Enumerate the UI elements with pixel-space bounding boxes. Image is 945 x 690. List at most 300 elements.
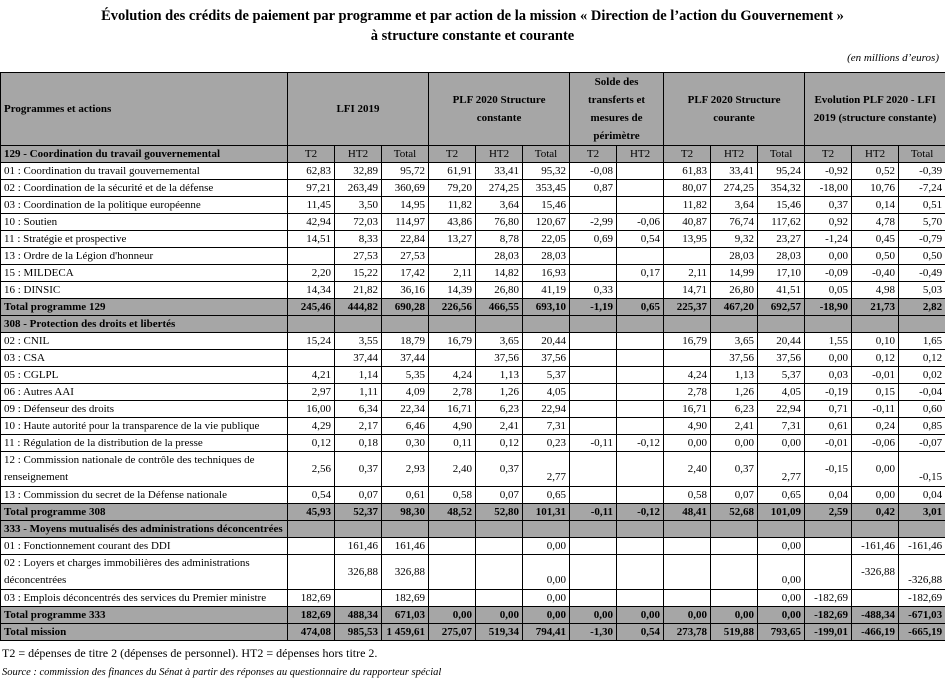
row-label: 333 - Moyens mutualisés des administrations déconcentrées xyxy=(1,521,288,538)
value-cell: 4,24 xyxy=(664,367,711,384)
row-label: 13 : Ordre de la Légion d'honneur xyxy=(1,248,288,265)
value-cell: 0,61 xyxy=(805,418,852,435)
value-cell: 27,53 xyxy=(335,248,382,265)
value-cell: 5,03 xyxy=(899,282,945,299)
value-cell xyxy=(852,590,899,607)
value-cell: -0,49 xyxy=(899,265,945,282)
value-cell: 95,72 xyxy=(382,163,429,180)
value-cell: 4,90 xyxy=(664,418,711,435)
value-cell: 0,24 xyxy=(852,418,899,435)
value-cell: 11,82 xyxy=(429,197,476,214)
value-cell: 0,00 xyxy=(711,435,758,452)
empty-cell xyxy=(570,521,617,538)
subheader-cell: Total xyxy=(758,146,805,163)
value-cell: -0,01 xyxy=(805,435,852,452)
value-cell xyxy=(476,538,523,555)
header-group: Evolution PLF 2020 - LFI 2019 (structure constante) xyxy=(805,73,945,146)
table-row xyxy=(1,333,945,350)
subheader-cell: HT2 xyxy=(335,146,382,163)
value-cell: 1,11 xyxy=(335,384,382,401)
value-cell: 1,65 xyxy=(899,333,945,350)
header-row xyxy=(1,73,945,146)
value-cell: 1,26 xyxy=(711,384,758,401)
header-group: LFI 2019 xyxy=(288,73,429,146)
value-cell: 16,93 xyxy=(523,265,570,282)
row-label: 09 : Défenseur des droits xyxy=(1,401,288,418)
value-cell xyxy=(570,384,617,401)
row-label: 13 : Commission du secret de la Défense nationale xyxy=(1,487,288,504)
value-cell: 76,80 xyxy=(476,214,523,231)
value-cell xyxy=(570,350,617,367)
value-cell: 0,87 xyxy=(570,180,617,197)
value-cell: -0,11 xyxy=(570,504,617,521)
value-cell: 161,46 xyxy=(382,538,429,555)
empty-cell xyxy=(382,521,429,538)
value-cell: 37,56 xyxy=(476,350,523,367)
value-cell xyxy=(570,538,617,555)
value-cell: 326,88 xyxy=(382,555,429,590)
value-cell: 0,85 xyxy=(899,418,945,435)
value-cell: -182,69 xyxy=(899,590,945,607)
table-row xyxy=(1,282,945,299)
value-cell: 14,71 xyxy=(664,282,711,299)
row-label: Total programme 308 xyxy=(1,504,288,521)
section-row xyxy=(1,521,945,538)
subheader-cell: HT2 xyxy=(711,146,758,163)
source-note: Source : commission des finances du Sénat à partir des réponses au questionnaire du rapporteur spécial xyxy=(2,667,441,678)
value-cell: -0,15 xyxy=(805,452,852,487)
value-cell: -1,24 xyxy=(805,231,852,248)
value-cell: 671,03 xyxy=(382,607,429,624)
value-cell: 7,31 xyxy=(758,418,805,435)
table-row xyxy=(1,590,945,607)
value-cell: 20,44 xyxy=(758,333,805,350)
value-cell: 0,00 xyxy=(758,590,805,607)
value-cell xyxy=(664,248,711,265)
value-cell: 0,37 xyxy=(805,197,852,214)
value-cell: 0,00 xyxy=(523,590,570,607)
value-cell xyxy=(429,590,476,607)
value-cell: 4,98 xyxy=(852,282,899,299)
value-cell xyxy=(617,282,664,299)
value-cell: -0,06 xyxy=(617,214,664,231)
value-cell: 37,44 xyxy=(335,350,382,367)
value-cell: 8,33 xyxy=(335,231,382,248)
value-cell: 0,37 xyxy=(711,452,758,487)
value-cell: -0,11 xyxy=(852,401,899,418)
value-cell: 0,12 xyxy=(476,435,523,452)
value-cell: 693,10 xyxy=(523,299,570,316)
value-cell: 95,32 xyxy=(523,163,570,180)
value-cell: 11,82 xyxy=(664,197,711,214)
value-cell: 117,62 xyxy=(758,214,805,231)
value-cell: -0,19 xyxy=(805,384,852,401)
empty-cell xyxy=(805,316,852,333)
value-cell: 22,05 xyxy=(523,231,570,248)
value-cell: 0,15 xyxy=(852,384,899,401)
value-cell xyxy=(664,555,711,590)
value-cell: 1 459,61 xyxy=(382,624,429,641)
value-cell: 519,88 xyxy=(711,624,758,641)
value-cell xyxy=(335,590,382,607)
value-cell xyxy=(617,384,664,401)
credits-table xyxy=(0,72,945,641)
subheader-cell: T2 xyxy=(288,146,335,163)
value-cell: 3,64 xyxy=(476,197,523,214)
value-cell xyxy=(617,555,664,590)
value-cell: 97,21 xyxy=(288,180,335,197)
value-cell: 2,40 xyxy=(429,452,476,487)
value-cell: 22,94 xyxy=(523,401,570,418)
value-cell: -161,46 xyxy=(852,538,899,555)
subheader-cell: T2 xyxy=(429,146,476,163)
total-row xyxy=(1,504,945,521)
value-cell xyxy=(570,555,617,590)
value-cell: 37,44 xyxy=(382,350,429,367)
value-cell: 467,20 xyxy=(711,299,758,316)
value-cell: 4,78 xyxy=(852,214,899,231)
value-cell: 72,03 xyxy=(335,214,382,231)
subheader-cell: Total xyxy=(899,146,945,163)
value-cell: 182,69 xyxy=(288,590,335,607)
value-cell: 0,00 xyxy=(617,607,664,624)
total-row xyxy=(1,624,945,641)
value-cell: 26,80 xyxy=(711,282,758,299)
value-cell: -2,99 xyxy=(570,214,617,231)
value-cell: 0,50 xyxy=(899,248,945,265)
value-cell: 182,69 xyxy=(382,590,429,607)
value-cell: 2,78 xyxy=(429,384,476,401)
value-cell xyxy=(711,538,758,555)
value-cell xyxy=(711,555,758,590)
table-row xyxy=(1,214,945,231)
value-cell: 5,37 xyxy=(523,367,570,384)
table-row xyxy=(1,555,945,590)
row-label: 02 : Coordination de la sécurité et de la défense xyxy=(1,180,288,197)
value-cell: 14,95 xyxy=(382,197,429,214)
empty-cell xyxy=(570,316,617,333)
value-cell: 6,46 xyxy=(382,418,429,435)
value-cell: 360,69 xyxy=(382,180,429,197)
value-cell: 794,41 xyxy=(523,624,570,641)
table-row xyxy=(1,538,945,555)
section-row xyxy=(1,146,945,163)
value-cell: 2,93 xyxy=(382,452,429,487)
empty-cell xyxy=(899,521,945,538)
value-cell: 488,34 xyxy=(335,607,382,624)
row-label: 10 : Soutien xyxy=(1,214,288,231)
unit-note: (en millions d’euros) xyxy=(847,52,939,64)
value-cell: 0,54 xyxy=(288,487,335,504)
empty-cell xyxy=(382,316,429,333)
value-cell xyxy=(617,163,664,180)
value-cell: 22,94 xyxy=(758,401,805,418)
value-cell: 2,40 xyxy=(664,452,711,487)
value-cell: 52,68 xyxy=(711,504,758,521)
value-cell: 0,51 xyxy=(899,197,945,214)
empty-cell xyxy=(288,521,335,538)
value-cell: -7,24 xyxy=(899,180,945,197)
value-cell: 33,41 xyxy=(476,163,523,180)
value-cell: 0,37 xyxy=(335,452,382,487)
empty-cell xyxy=(429,316,476,333)
value-cell: 3,65 xyxy=(711,333,758,350)
row-label: 01 : Coordination du travail gouvernemental xyxy=(1,163,288,180)
value-cell: 114,97 xyxy=(382,214,429,231)
empty-cell xyxy=(335,521,382,538)
value-cell xyxy=(570,401,617,418)
value-cell: 3,65 xyxy=(476,333,523,350)
value-cell xyxy=(570,248,617,265)
value-cell: 41,19 xyxy=(523,282,570,299)
value-cell: 61,91 xyxy=(429,163,476,180)
value-cell: 2,77 xyxy=(523,452,570,487)
row-label: 02 : CNIL xyxy=(1,333,288,350)
subheader-cell: T2 xyxy=(664,146,711,163)
value-cell: 226,56 xyxy=(429,299,476,316)
value-cell: 0,54 xyxy=(617,624,664,641)
value-cell: 1,13 xyxy=(711,367,758,384)
value-cell: 0,00 xyxy=(852,452,899,487)
row-label: 03 : Coordination de la politique européenne xyxy=(1,197,288,214)
table-row xyxy=(1,401,945,418)
value-cell: 98,30 xyxy=(382,504,429,521)
value-cell: -0,92 xyxy=(805,163,852,180)
value-cell: 0,61 xyxy=(382,487,429,504)
value-cell: 36,16 xyxy=(382,282,429,299)
row-label: 129 - Coordination du travail gouvernemental xyxy=(1,146,288,163)
value-cell xyxy=(664,590,711,607)
value-cell: 0,04 xyxy=(899,487,945,504)
value-cell: 985,53 xyxy=(335,624,382,641)
table-row xyxy=(1,265,945,282)
value-cell: 0,30 xyxy=(382,435,429,452)
value-cell: -0,08 xyxy=(570,163,617,180)
value-cell xyxy=(429,248,476,265)
value-cell: 14,39 xyxy=(429,282,476,299)
value-cell: 15,22 xyxy=(335,265,382,282)
value-cell: 0,23 xyxy=(523,435,570,452)
value-cell: 11,45 xyxy=(288,197,335,214)
value-cell: 245,46 xyxy=(288,299,335,316)
empty-cell xyxy=(899,316,945,333)
table-row xyxy=(1,180,945,197)
value-cell: 0,33 xyxy=(570,282,617,299)
value-cell: 0,14 xyxy=(852,197,899,214)
value-cell: 52,37 xyxy=(335,504,382,521)
value-cell: 14,51 xyxy=(288,231,335,248)
subheader-cell: HT2 xyxy=(617,146,664,163)
value-cell: 466,55 xyxy=(476,299,523,316)
value-cell: 37,56 xyxy=(523,350,570,367)
value-cell: 20,44 xyxy=(523,333,570,350)
value-cell: 16,00 xyxy=(288,401,335,418)
footnote: T2 = dépenses de titre 2 (dépenses de personnel). HT2 = dépenses hors titre 2. xyxy=(2,646,377,661)
value-cell: 27,53 xyxy=(382,248,429,265)
value-cell: 62,83 xyxy=(288,163,335,180)
value-cell xyxy=(429,555,476,590)
value-cell xyxy=(429,538,476,555)
value-cell: 444,82 xyxy=(335,299,382,316)
value-cell: -665,19 xyxy=(899,624,945,641)
value-cell: 40,87 xyxy=(664,214,711,231)
value-cell: 4,29 xyxy=(288,418,335,435)
value-cell: 2,41 xyxy=(711,418,758,435)
table-title xyxy=(0,6,945,46)
value-cell: 0,07 xyxy=(335,487,382,504)
value-cell: -671,03 xyxy=(899,607,945,624)
value-cell: -488,34 xyxy=(852,607,899,624)
value-cell: 519,34 xyxy=(476,624,523,641)
table-row xyxy=(1,197,945,214)
value-cell: 353,45 xyxy=(523,180,570,197)
value-cell: 32,89 xyxy=(335,163,382,180)
value-cell: -0,40 xyxy=(852,265,899,282)
value-cell xyxy=(570,590,617,607)
value-cell xyxy=(617,401,664,418)
value-cell: 0,00 xyxy=(805,248,852,265)
row-label: 15 : MILDECA xyxy=(1,265,288,282)
value-cell: 28,03 xyxy=(476,248,523,265)
value-cell: -1,30 xyxy=(570,624,617,641)
value-cell: 15,46 xyxy=(523,197,570,214)
table-row xyxy=(1,384,945,401)
row-label: 16 : DINSIC xyxy=(1,282,288,299)
value-cell: 4,09 xyxy=(382,384,429,401)
value-cell: 6,34 xyxy=(335,401,382,418)
value-cell: 0,02 xyxy=(899,367,945,384)
value-cell xyxy=(617,197,664,214)
value-cell: 0,54 xyxy=(617,231,664,248)
empty-cell xyxy=(523,316,570,333)
value-cell: 45,93 xyxy=(288,504,335,521)
value-cell: 0,00 xyxy=(758,555,805,590)
value-cell xyxy=(617,367,664,384)
value-cell: 182,69 xyxy=(288,607,335,624)
empty-cell xyxy=(476,316,523,333)
row-label: 03 : CSA xyxy=(1,350,288,367)
value-cell xyxy=(570,333,617,350)
value-cell: 0,00 xyxy=(523,607,570,624)
value-cell: 80,07 xyxy=(664,180,711,197)
value-cell: 5,37 xyxy=(758,367,805,384)
value-cell: -0,06 xyxy=(852,435,899,452)
row-label: 10 : Haute autorité pour la transparence de la vie publique xyxy=(1,418,288,435)
empty-cell xyxy=(758,316,805,333)
empty-cell xyxy=(664,521,711,538)
value-cell: 6,23 xyxy=(476,401,523,418)
value-cell: -0,15 xyxy=(899,452,945,487)
value-cell: 14,82 xyxy=(476,265,523,282)
title-line-2: à structure constante et courante xyxy=(0,26,945,46)
value-cell: 3,55 xyxy=(335,333,382,350)
value-cell: 274,25 xyxy=(711,180,758,197)
subheader-cell: T2 xyxy=(570,146,617,163)
value-cell: 0,65 xyxy=(523,487,570,504)
value-cell: 263,49 xyxy=(335,180,382,197)
value-cell: 23,27 xyxy=(758,231,805,248)
value-cell: 2,41 xyxy=(476,418,523,435)
empty-cell xyxy=(617,521,664,538)
value-cell: 0,00 xyxy=(429,607,476,624)
value-cell: 7,31 xyxy=(523,418,570,435)
empty-cell xyxy=(335,316,382,333)
empty-cell xyxy=(758,521,805,538)
empty-cell xyxy=(711,521,758,538)
value-cell: 95,24 xyxy=(758,163,805,180)
empty-cell xyxy=(805,521,852,538)
value-cell: 16,71 xyxy=(429,401,476,418)
value-cell: 275,07 xyxy=(429,624,476,641)
value-cell: -0,79 xyxy=(899,231,945,248)
value-cell xyxy=(429,350,476,367)
value-cell xyxy=(570,452,617,487)
value-cell: 17,42 xyxy=(382,265,429,282)
value-cell: -326,88 xyxy=(852,555,899,590)
value-cell xyxy=(288,538,335,555)
value-cell xyxy=(617,487,664,504)
subheader-cell: HT2 xyxy=(852,146,899,163)
value-cell: 3,64 xyxy=(711,197,758,214)
value-cell: 14,34 xyxy=(288,282,335,299)
value-cell: 0,07 xyxy=(711,487,758,504)
value-cell: 0,12 xyxy=(852,350,899,367)
value-cell: -182,69 xyxy=(805,607,852,624)
value-cell: 0,07 xyxy=(476,487,523,504)
value-cell: 2,20 xyxy=(288,265,335,282)
value-cell: -0,09 xyxy=(805,265,852,282)
value-cell: 0,00 xyxy=(523,555,570,590)
value-cell: 0,37 xyxy=(476,452,523,487)
value-cell: 4,90 xyxy=(429,418,476,435)
row-label: Total programme 333 xyxy=(1,607,288,624)
value-cell: 0,00 xyxy=(852,487,899,504)
value-cell: -0,07 xyxy=(899,435,945,452)
value-cell: 225,37 xyxy=(664,299,711,316)
row-label: 01 : Fonctionnement courant des DDI xyxy=(1,538,288,555)
empty-cell xyxy=(617,316,664,333)
header-group: PLF 2020 Structure constante xyxy=(429,73,570,146)
value-cell: 0,00 xyxy=(476,607,523,624)
value-cell: 48,52 xyxy=(429,504,476,521)
value-cell xyxy=(617,418,664,435)
value-cell: 6,23 xyxy=(711,401,758,418)
value-cell xyxy=(476,590,523,607)
value-cell: -18,00 xyxy=(805,180,852,197)
value-cell: 0,00 xyxy=(570,607,617,624)
value-cell: 16,79 xyxy=(664,333,711,350)
value-cell: -0,12 xyxy=(617,435,664,452)
value-cell xyxy=(664,350,711,367)
value-cell xyxy=(617,333,664,350)
value-cell: 690,28 xyxy=(382,299,429,316)
value-cell: 474,08 xyxy=(288,624,335,641)
value-cell: 2,56 xyxy=(288,452,335,487)
value-cell: 273,78 xyxy=(664,624,711,641)
value-cell: 13,27 xyxy=(429,231,476,248)
value-cell: 326,88 xyxy=(335,555,382,590)
value-cell: 52,80 xyxy=(476,504,523,521)
value-cell xyxy=(664,538,711,555)
value-cell: 41,51 xyxy=(758,282,805,299)
value-cell xyxy=(617,180,664,197)
value-cell: 0,11 xyxy=(429,435,476,452)
value-cell: 0,12 xyxy=(899,350,945,367)
total-row xyxy=(1,607,945,624)
value-cell: 1,55 xyxy=(805,333,852,350)
value-cell: 274,25 xyxy=(476,180,523,197)
value-cell: 4,05 xyxy=(523,384,570,401)
